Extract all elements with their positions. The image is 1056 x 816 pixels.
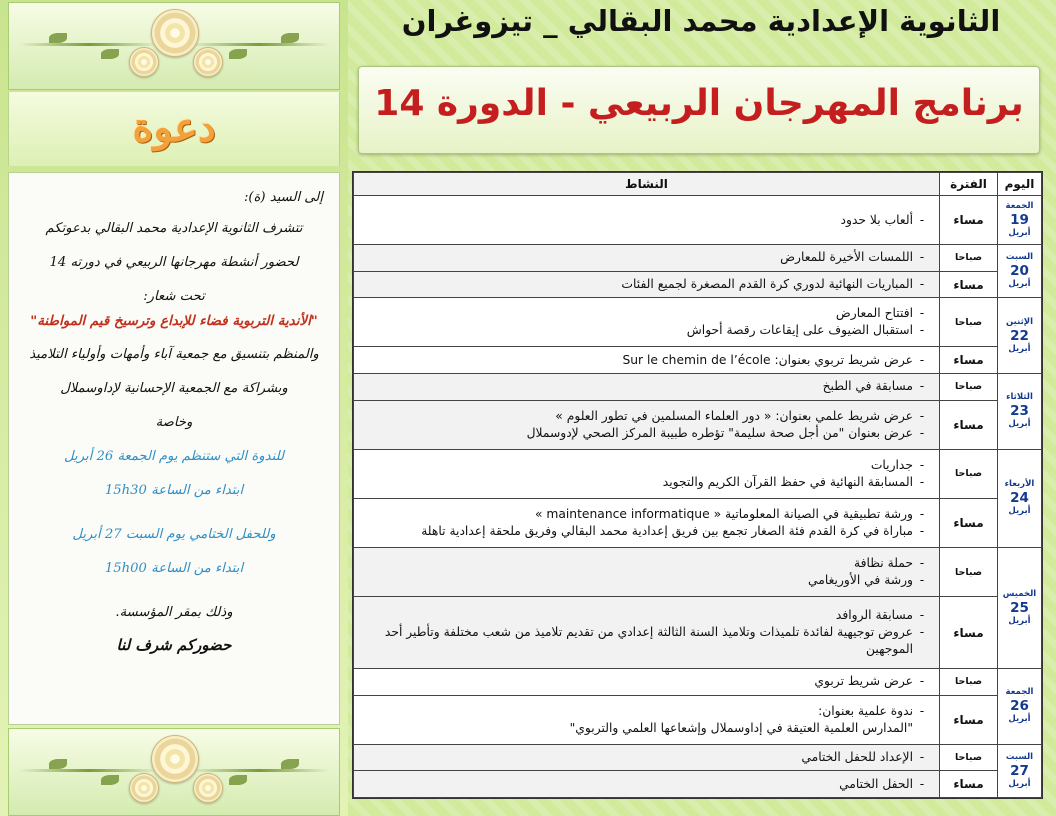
invitation-panel	[0, 0, 348, 816]
period-cell: مساء	[940, 400, 998, 449]
bullet-dash-icon: -	[919, 608, 925, 623]
period-cell: صباحا	[940, 548, 998, 597]
symposium-line: للندوة التي ستنظم يوم الجمعة 26 أبريل	[64, 449, 284, 464]
activity-text: عرض شريط تربوي بعنوان: Sur le chemin de l’école	[622, 352, 913, 367]
table-row	[354, 668, 1042, 695]
period-cell: صباحا	[940, 744, 998, 771]
letter-line: لحضور أنشطة مهرجانها الربيعي في دورته 14	[49, 255, 299, 270]
rose-icon	[193, 47, 223, 77]
bullet-dash-icon: -	[919, 506, 925, 521]
activity-text: اللمسات الأخيرة للمعارض	[780, 250, 913, 265]
activity-item	[358, 425, 931, 442]
activity-cell	[354, 347, 940, 374]
day-month: أبريل	[1008, 343, 1031, 354]
letter-line: تحت شعار:	[143, 289, 205, 304]
invitation-letter	[8, 172, 340, 725]
activity-cell	[354, 668, 940, 695]
activity-text: الإعداد للحفل الختامي	[801, 749, 913, 764]
bullet-dash-icon: -	[919, 703, 925, 718]
bullet-dash-icon: -	[919, 323, 925, 338]
day-name: السبت	[1005, 751, 1034, 762]
day-month: أبريل	[1008, 714, 1031, 725]
period-cell: صباحا	[940, 668, 998, 695]
program-title-box	[358, 66, 1040, 154]
program-table	[352, 171, 1043, 799]
floral-banner-bottom	[8, 728, 340, 816]
rose-icon	[151, 735, 199, 783]
activity-item	[358, 749, 931, 766]
activity-item	[358, 523, 931, 540]
venue-line: وذلك بمقر المؤسسة.	[115, 605, 233, 620]
invitation-title-band	[8, 92, 340, 166]
period-cell: مساء	[940, 597, 998, 669]
bullet-dash-icon: -	[919, 250, 925, 265]
activity-text: مسابقة في الطبخ	[822, 379, 913, 394]
table-row	[354, 347, 1042, 374]
activity-text: المسابقة النهائية في حفظ القرآن الكريم والتجويد	[662, 474, 913, 489]
table-row	[354, 271, 1042, 298]
bullet-dash-icon: -	[919, 379, 925, 394]
activity-item	[358, 673, 931, 690]
day-name: الإثنين	[1005, 316, 1034, 327]
activity-item	[358, 249, 931, 266]
day-num: 26	[1010, 698, 1029, 715]
bullet-dash-icon: -	[919, 277, 925, 292]
header-period: الفترة	[940, 173, 998, 196]
table-row	[354, 597, 1042, 669]
table-row	[354, 245, 1042, 272]
bullet-dash-icon: -	[919, 674, 925, 689]
letter-line: وبشراكة مع الجمعية الإحسانية لإداوسملال	[60, 381, 288, 396]
day-month: أبريل	[1008, 506, 1031, 517]
bullet-dash-icon: -	[919, 352, 925, 367]
activity-cell	[354, 298, 940, 347]
day-num: 24	[1010, 490, 1029, 507]
day-cell	[998, 298, 1042, 374]
rose-icon	[129, 773, 159, 803]
letter-line: تتشرف الثانوية الإعدادية محمد البقالي بدعوتكم	[45, 221, 303, 236]
day-num: 19	[1010, 212, 1029, 228]
period-cell: مساء	[940, 695, 998, 744]
activity-cell	[354, 196, 940, 245]
period-cell: صباحا	[940, 298, 998, 347]
activity-text: جداريات	[870, 457, 913, 472]
greeting-line: إلى السيد (ة):	[243, 190, 323, 205]
day-month: أبريل	[1008, 228, 1031, 239]
table-row	[354, 498, 1042, 547]
activity-cell	[354, 449, 940, 498]
table-row	[354, 695, 1042, 744]
activity-cell	[354, 695, 940, 744]
bullet-dash-icon: -	[919, 457, 925, 472]
bullet-dash-icon: -	[919, 573, 925, 588]
day-cell	[998, 744, 1042, 797]
activity-item	[358, 776, 931, 793]
invitation-title: دعوة	[132, 104, 216, 151]
floral-banner-top	[8, 2, 340, 90]
activity-item	[358, 555, 931, 572]
activity-cell	[354, 498, 940, 547]
bullet-dash-icon: -	[919, 408, 925, 423]
activity-cell	[354, 245, 940, 272]
activity-item	[358, 212, 931, 229]
day-month: أبريل	[1008, 279, 1031, 290]
activity-text: "المدارس العلمية العتيقة في إداوسملال وإشعاعها العلمي والتربوي"	[569, 720, 913, 735]
day-name: الثلاثاء	[1006, 392, 1033, 403]
table-row	[354, 400, 1042, 449]
activity-item	[358, 408, 931, 425]
day-name: الجمعة	[1005, 687, 1034, 698]
closing-line: حضوركم شرف لنا	[116, 636, 232, 654]
bullet-dash-icon: -	[919, 425, 925, 440]
bullet-dash-icon: -	[919, 306, 925, 321]
table-row	[354, 374, 1042, 401]
header-activity: النشاط	[354, 173, 940, 196]
activity-text: ألعاب بلا حدود	[840, 212, 913, 227]
activity-text: افتتاح المعارض	[835, 306, 913, 321]
period-cell: مساء	[940, 498, 998, 547]
activity-text: مباراة في كرة القدم فئة الصغار تجمع بين فريق إعدادية محمد البقالي وفريق ملحقة إعدادية تاهلة	[421, 523, 913, 538]
day-num: 27	[1010, 762, 1029, 779]
table-row	[354, 298, 1042, 347]
day-cell	[998, 668, 1042, 744]
closing-ceremony-line: وللحفل الختامي يوم السبت 27 أبريل	[72, 527, 276, 542]
activity-item	[358, 276, 931, 293]
activity-text: عروض توجيهية لفائدة تلميذات وتلاميذ السنة الثالثة إعدادي من تقديم تلاميذ من شعب مختلفة وتأطير أحد الموجهين	[384, 625, 913, 657]
closing-ceremony-time: ابتداء من الساعة 15h00	[104, 561, 244, 576]
activity-text: حملة نظافة	[853, 556, 913, 571]
bullet-dash-icon: -	[919, 776, 925, 791]
schedule-table	[353, 172, 1042, 798]
table-row	[354, 548, 1042, 597]
activity-item	[358, 607, 931, 624]
bullet-dash-icon: -	[919, 212, 925, 227]
bullet-dash-icon: -	[919, 749, 925, 764]
activity-text: الحفل الختامي	[839, 776, 913, 791]
letter-line: وخاصة	[155, 415, 193, 430]
activity-item	[358, 474, 931, 491]
bullet-dash-icon: -	[919, 474, 925, 489]
day-month: أبريل	[1008, 419, 1031, 430]
activity-item	[358, 305, 931, 322]
activity-item	[358, 624, 931, 658]
table-row	[354, 449, 1042, 498]
school-name: الثانوية الإعدادية محمد البقالي _ تيزوغران	[401, 4, 1001, 38]
table-header-row	[354, 173, 1042, 196]
day-num: 22	[1010, 327, 1029, 344]
period-cell: صباحا	[940, 449, 998, 498]
activity-item	[358, 703, 931, 720]
day-cell	[998, 449, 1042, 547]
activity-text: عرض بعنوان "من أجل صحة سليمة" تؤطره طبيبة المركز الصحي لإدوسملال	[526, 425, 913, 440]
day-cell	[998, 374, 1042, 450]
bullet-dash-icon: -	[919, 625, 925, 640]
period-cell: صباحا	[940, 374, 998, 401]
day-num: 25	[1010, 599, 1029, 616]
bullet-dash-icon: -	[919, 523, 925, 538]
day-cell	[998, 245, 1042, 298]
table-row	[354, 771, 1042, 798]
table-row	[354, 196, 1042, 245]
bullet-dash-icon: -	[919, 556, 925, 571]
period-cell: مساء	[940, 347, 998, 374]
period-cell: مساء	[940, 196, 998, 245]
activity-text: استقبال الضيوف على إيقاعات رقصة أحواش	[686, 323, 913, 338]
day-month: أبريل	[1008, 778, 1031, 789]
day-num: 20	[1010, 263, 1029, 280]
activity-text: عرض شريط تربوي	[814, 674, 913, 689]
activity-cell	[354, 400, 940, 449]
day-name: الخميس	[1002, 589, 1037, 599]
activity-text: عرض شريط علمي بعنوان: « دور العلماء المسلمين في تطور العلوم »	[555, 408, 913, 423]
period-cell: مساء	[940, 271, 998, 298]
day-name: الأربعاء	[1004, 479, 1035, 490]
day-cell	[998, 548, 1042, 669]
rose-icon	[193, 773, 223, 803]
activity-cell	[354, 771, 940, 798]
activity-item	[358, 457, 931, 474]
activity-cell	[354, 597, 940, 669]
rose-icon	[129, 47, 159, 77]
activity-item	[358, 322, 931, 339]
activity-cell	[354, 374, 940, 401]
activity-subtitle	[358, 720, 931, 737]
day-month: أبريل	[1008, 616, 1031, 627]
symposium-time: ابتداء من الساعة 15h30	[104, 483, 244, 498]
activity-cell	[354, 744, 940, 771]
activity-cell	[354, 548, 940, 597]
rose-icon	[151, 9, 199, 57]
table-row	[354, 744, 1042, 771]
day-cell	[998, 196, 1042, 245]
day-name: السبت	[1005, 252, 1034, 263]
program-title: برنامج المهرجان الربيعي - الدورة 14	[374, 83, 1024, 124]
activity-text: ورشة في الأوريغامي	[808, 573, 913, 588]
period-cell: صباحا	[940, 245, 998, 272]
activity-text: المباريات النهائية لدوري كرة القدم المصغرة لجميع الفئات	[621, 277, 913, 292]
activity-text: ورشة تطبيقية في الصيانة المعلوماتية « maintenance informatique »	[534, 506, 913, 521]
activity-text: ندوة علمية بعنوان:	[818, 703, 913, 718]
day-name: الجمعة	[1005, 201, 1034, 212]
activity-text: مسابقة الروافد	[835, 608, 913, 623]
day-num: 23	[1010, 403, 1029, 420]
header-day: اليوم	[998, 173, 1042, 196]
letter-line: والمنظم بتنسيق مع جمعية آباء وأمهات وأولياء التلاميذ	[29, 347, 319, 362]
activity-item	[358, 378, 931, 395]
activity-cell	[354, 271, 940, 298]
activity-item	[358, 506, 931, 523]
activity-item	[358, 352, 931, 369]
period-cell: مساء	[940, 771, 998, 798]
activity-item	[358, 572, 931, 589]
motto-line: "الأندية التربوية فضاء للإبداع وترسيخ قيم المواطنة"	[30, 313, 318, 329]
